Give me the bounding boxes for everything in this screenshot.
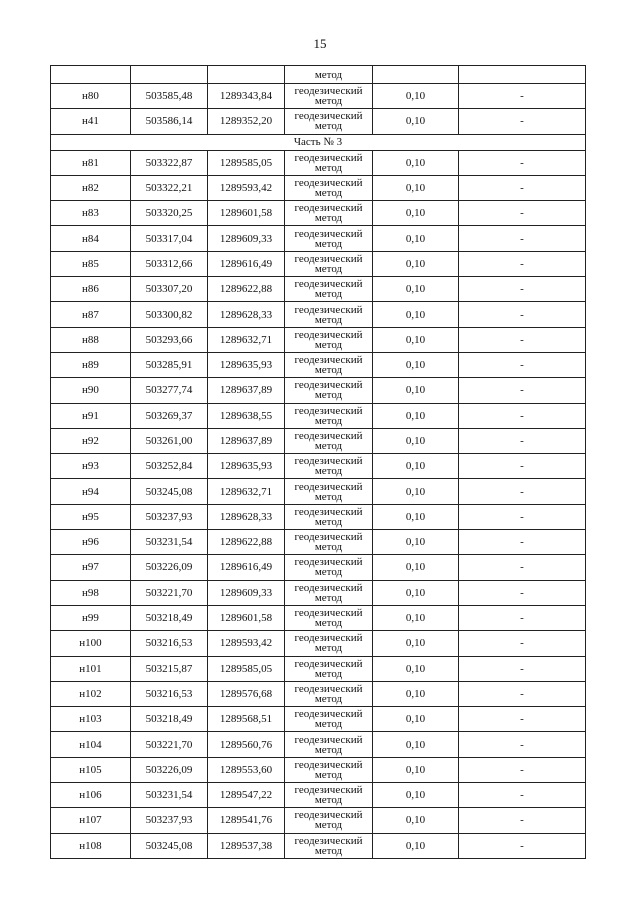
method-line-1: геодезический	[294, 809, 363, 822]
method-line-1: геодезический	[294, 784, 363, 797]
method-line-2: метод	[314, 187, 343, 200]
x-coordinate-cell: 503231,54	[131, 783, 208, 808]
note-cell: -	[459, 530, 586, 555]
method-line-1: геодезический	[294, 758, 363, 771]
method-line-2: метод	[314, 743, 343, 756]
method-line-1: геодезический	[294, 252, 363, 265]
y-coordinate-cell: 1289632,71	[208, 479, 285, 504]
method-line-1: геодезический	[294, 202, 363, 215]
method-cell	[285, 833, 373, 858]
method-cell	[285, 150, 373, 175]
coordinates-table	[50, 65, 586, 859]
table-row	[51, 479, 586, 504]
note-cell: -	[459, 454, 586, 479]
method-cell	[285, 808, 373, 833]
y-coordinate-cell: 1289352,20	[208, 109, 285, 134]
method-cell	[285, 251, 373, 276]
accuracy-cell: 0,10	[373, 757, 459, 782]
page-number: 15	[313, 36, 327, 51]
method-line-1: геодезический	[294, 110, 363, 123]
y-coordinate-cell: 1289343,84	[208, 84, 285, 109]
x-coordinate-cell: 503216,53	[131, 631, 208, 656]
accuracy-cell: 0,10	[373, 454, 459, 479]
note-cell: -	[459, 352, 586, 377]
method-line-1: геодезический	[294, 354, 363, 367]
x-coordinate-cell: 503277,74	[131, 378, 208, 403]
accuracy-cell: 0,10	[373, 681, 459, 706]
x-coordinate-cell: 503226,09	[131, 555, 208, 580]
point-id-cell: н88	[51, 327, 131, 352]
table-row	[51, 504, 586, 529]
table-row	[51, 530, 586, 555]
note-cell: -	[459, 833, 586, 858]
method-cell	[285, 707, 373, 732]
method-line-2: метод	[314, 642, 343, 655]
method-cell: метод	[285, 66, 373, 84]
note-cell: -	[459, 605, 586, 630]
method-cell	[285, 504, 373, 529]
accuracy-cell: 0,10	[373, 378, 459, 403]
x-coordinate-cell: 503293,66	[131, 327, 208, 352]
note-cell: -	[459, 707, 586, 732]
x-coordinate-cell: 503322,87	[131, 150, 208, 175]
x-coordinate-cell: 503215,87	[131, 656, 208, 681]
method-line-2: метод	[314, 819, 343, 832]
table-row	[51, 757, 586, 782]
method-line-2: метод	[314, 237, 343, 250]
method-line-2: метод	[314, 262, 343, 275]
x-coordinate-cell: 503312,66	[131, 251, 208, 276]
table-row	[51, 555, 586, 580]
continued-row	[51, 66, 586, 84]
y-coordinate-cell: 1289622,88	[208, 277, 285, 302]
table-row	[51, 251, 586, 276]
accuracy-cell: 0,10	[373, 352, 459, 377]
accuracy-cell: 0,10	[373, 302, 459, 327]
x-coordinate-cell: 503237,93	[131, 808, 208, 833]
method-line-2: метод	[314, 844, 343, 857]
method-cell	[285, 226, 373, 251]
y-coordinate-cell: 1289632,71	[208, 327, 285, 352]
method-line-2: метод	[314, 95, 343, 108]
x-coordinate-cell: 503237,93	[131, 504, 208, 529]
note-cell: -	[459, 428, 586, 453]
method-cell	[285, 175, 373, 200]
x-coordinate-cell: 503307,20	[131, 277, 208, 302]
y-coordinate-cell: 1289568,51	[208, 707, 285, 732]
method-line-2: метод	[314, 591, 343, 604]
table-row	[51, 656, 586, 681]
x-coordinate-cell: 503245,08	[131, 833, 208, 858]
method-line-2: метод	[314, 161, 343, 174]
method-line-2: метод	[314, 288, 343, 301]
method-cell	[285, 84, 373, 109]
method-cell	[285, 757, 373, 782]
accuracy-cell: 0,10	[373, 201, 459, 226]
method-line-1: геодезический	[294, 505, 363, 518]
method-line-2: метод	[314, 541, 343, 554]
note-cell: -	[459, 226, 586, 251]
method-line-2: метод	[314, 212, 343, 225]
x-coordinate-cell: 503585,48	[131, 84, 208, 109]
table-row	[51, 302, 586, 327]
table-row	[51, 378, 586, 403]
y-coordinate-cell: 1289637,89	[208, 378, 285, 403]
y-coordinate-cell: 1289537,38	[208, 833, 285, 858]
method-cell	[285, 109, 373, 134]
point-id-cell: н94	[51, 479, 131, 504]
method-cell	[285, 201, 373, 226]
point-id-cell: н93	[51, 454, 131, 479]
accuracy-cell: 0,10	[373, 631, 459, 656]
y-coordinate-cell: 1289547,22	[208, 783, 285, 808]
note-cell: -	[459, 479, 586, 504]
x-coordinate-cell: 503317,04	[131, 226, 208, 251]
y-coordinate-cell: 1289593,42	[208, 175, 285, 200]
point-id-cell: н87	[51, 302, 131, 327]
note-cell: -	[459, 555, 586, 580]
table-row	[51, 84, 586, 109]
point-id-cell: н107	[51, 808, 131, 833]
method-line-1: геодезический	[294, 657, 363, 670]
point-id-cell: н98	[51, 580, 131, 605]
table-row	[51, 175, 586, 200]
y-coordinate-cell: 1289601,58	[208, 201, 285, 226]
note-cell: -	[459, 631, 586, 656]
y-coordinate-cell: 1289628,33	[208, 302, 285, 327]
method-cell	[285, 302, 373, 327]
y-coordinate-cell: 1289638,55	[208, 403, 285, 428]
method-line-2: метод	[314, 313, 343, 326]
point-id-cell: н85	[51, 251, 131, 276]
table-row	[51, 352, 586, 377]
method-line-1: геодезический	[294, 607, 363, 620]
point-id-cell: н99	[51, 605, 131, 630]
accuracy-cell: 0,10	[373, 84, 459, 109]
point-id-cell: н100	[51, 631, 131, 656]
table-row	[51, 226, 586, 251]
method-cell	[285, 327, 373, 352]
accuracy-cell: 0,10	[373, 226, 459, 251]
y-coordinate-cell: 1289637,89	[208, 428, 285, 453]
accuracy-cell: 0,10	[373, 479, 459, 504]
table-row	[51, 428, 586, 453]
method-cell	[285, 555, 373, 580]
accuracy-cell: 0,10	[373, 707, 459, 732]
method-line-1: геодезический	[294, 404, 363, 417]
x-coordinate-cell: 503226,09	[131, 757, 208, 782]
method-line-1: геодезический	[294, 632, 363, 645]
method-line-1: геодезический	[294, 278, 363, 291]
y-coordinate-cell: 1289593,42	[208, 631, 285, 656]
method-line-1: геодезический	[294, 430, 363, 442]
table-row	[51, 201, 586, 226]
y-coordinate-cell: 1289609,33	[208, 580, 285, 605]
method-line-1: геодезический	[294, 177, 363, 190]
method-cell	[285, 783, 373, 808]
point-id-cell: н80	[51, 84, 131, 109]
y-coordinate-cell: 1289609,33	[208, 226, 285, 251]
method-cell	[285, 681, 373, 706]
note-cell: -	[459, 251, 586, 276]
accuracy-cell: 0,10	[373, 555, 459, 580]
accuracy-cell: 0,10	[373, 277, 459, 302]
accuracy-cell: 0,10	[373, 783, 459, 808]
method-line-2: метод	[314, 692, 343, 705]
table-row	[51, 580, 586, 605]
y-coordinate-cell: 1289585,05	[208, 656, 285, 681]
x-coordinate-cell: 503320,25	[131, 201, 208, 226]
method-line-1: геодезический	[294, 85, 363, 98]
y-coordinate-cell: 1289635,93	[208, 352, 285, 377]
accuracy-cell: 0,10	[373, 530, 459, 555]
point-id-cell: н41	[51, 109, 131, 134]
y-coordinate-cell: 1289576,68	[208, 681, 285, 706]
y-coordinate-cell: 1289616,49	[208, 251, 285, 276]
note-cell: -	[459, 84, 586, 109]
method-cell	[285, 277, 373, 302]
x-coordinate-cell: 503245,08	[131, 479, 208, 504]
method-cell	[285, 530, 373, 555]
y-coordinate-cell: 1289622,88	[208, 530, 285, 555]
table-row	[51, 732, 586, 757]
section-row	[51, 134, 586, 150]
accuracy-cell: 0,10	[373, 150, 459, 175]
method-cell	[285, 352, 373, 377]
method-line-1: геодезический	[294, 733, 363, 746]
method-cell	[285, 580, 373, 605]
table-row	[51, 605, 586, 630]
note-cell: -	[459, 327, 586, 352]
point-id-cell: н105	[51, 757, 131, 782]
table-row	[51, 454, 586, 479]
accuracy-cell: 0,10	[373, 808, 459, 833]
accuracy-cell: 0,10	[373, 428, 459, 453]
method-line-1: геодезический	[294, 531, 363, 544]
table-row	[51, 277, 586, 302]
x-coordinate-cell: 503231,54	[131, 530, 208, 555]
point-id-cell: н82	[51, 175, 131, 200]
method-cell	[285, 378, 373, 403]
method-line-1: геодезический	[294, 556, 363, 569]
point-id-cell: н108	[51, 833, 131, 858]
accuracy-cell: 0,10	[373, 656, 459, 681]
method-line-2: метод	[314, 338, 343, 351]
method-cell	[285, 454, 373, 479]
y-coordinate-cell: 1289601,58	[208, 605, 285, 630]
method-cell	[285, 479, 373, 504]
x-coordinate-cell: 503218,49	[131, 707, 208, 732]
point-id-cell: н102	[51, 681, 131, 706]
method-line-2: метод	[314, 440, 343, 452]
x-coordinate-cell: 503216,53	[131, 681, 208, 706]
method-cell	[285, 631, 373, 656]
note-cell: -	[459, 109, 586, 134]
method-line-2: метод	[314, 566, 343, 579]
method-line-2: метод	[314, 515, 343, 528]
y-coordinate-cell: 1289628,33	[208, 504, 285, 529]
table-row	[51, 109, 586, 134]
x-coordinate-cell: 503322,21	[131, 175, 208, 200]
note-cell: -	[459, 757, 586, 782]
method-line-2: метод	[314, 617, 343, 630]
method-line-1: геодезический	[294, 303, 363, 316]
accuracy-cell: 0,10	[373, 327, 459, 352]
note-cell: -	[459, 378, 586, 403]
x-coordinate-cell: 503586,14	[131, 109, 208, 134]
method-line-2: метод	[314, 794, 343, 807]
accuracy-cell: 0,10	[373, 833, 459, 858]
accuracy-cell: 0,10	[373, 403, 459, 428]
note-cell: -	[459, 277, 586, 302]
x-coordinate-cell: 503218,49	[131, 605, 208, 630]
method-line-1: геодезический	[294, 480, 363, 493]
method-line-2: метод	[314, 465, 343, 478]
table-row	[51, 403, 586, 428]
x-coordinate-cell: 503221,70	[131, 732, 208, 757]
note-cell: -	[459, 504, 586, 529]
note-cell: -	[459, 150, 586, 175]
accuracy-cell: 0,10	[373, 504, 459, 529]
point-id-cell: н95	[51, 504, 131, 529]
point-id-cell: н90	[51, 378, 131, 403]
x-coordinate-cell: 503269,37	[131, 403, 208, 428]
y-coordinate-cell: 1289616,49	[208, 555, 285, 580]
table-row	[51, 783, 586, 808]
method-line-2: метод	[314, 364, 343, 377]
point-id-cell: н91	[51, 403, 131, 428]
note-cell: -	[459, 175, 586, 200]
method-line-1: геодезический	[294, 151, 363, 164]
accuracy-cell: 0,10	[373, 251, 459, 276]
point-id-cell: н101	[51, 656, 131, 681]
point-id-cell: н103	[51, 707, 131, 732]
method-line-2: метод	[314, 120, 343, 133]
table-row	[51, 681, 586, 706]
table-row	[51, 150, 586, 175]
note-cell: -	[459, 201, 586, 226]
y-coordinate-cell: 1289635,93	[208, 454, 285, 479]
note-cell: -	[459, 681, 586, 706]
method-line-1: геодезический	[294, 834, 363, 847]
method-line-2: метод	[314, 718, 343, 731]
y-coordinate-cell: 1289585,05	[208, 150, 285, 175]
method-line-1: геодезический	[294, 227, 363, 240]
point-id-cell: н96	[51, 530, 131, 555]
point-id-cell: н86	[51, 277, 131, 302]
note-cell: -	[459, 580, 586, 605]
method-line-2: метод	[314, 667, 343, 680]
x-coordinate-cell: 503252,84	[131, 454, 208, 479]
point-id-cell: н89	[51, 352, 131, 377]
table-row	[51, 631, 586, 656]
method-line-2: метод	[314, 389, 343, 402]
y-coordinate-cell: 1289541,76	[208, 808, 285, 833]
table-row	[51, 327, 586, 352]
coordinates-table-body	[51, 66, 586, 859]
note-cell: -	[459, 783, 586, 808]
method-line-1: геодезический	[294, 328, 363, 341]
method-line-2: метод	[314, 768, 343, 781]
accuracy-cell: 0,10	[373, 175, 459, 200]
table-row	[51, 808, 586, 833]
method-line-1: геодезический	[294, 455, 363, 468]
x-coordinate-cell: 503261,00	[131, 428, 208, 453]
accuracy-cell: 0,10	[373, 580, 459, 605]
method-cell	[285, 732, 373, 757]
method-cell	[285, 605, 373, 630]
point-id-cell: н84	[51, 226, 131, 251]
point-id-cell: н106	[51, 783, 131, 808]
method-line-1: геодезический	[294, 682, 363, 695]
method-cell	[285, 403, 373, 428]
accuracy-cell: 0,10	[373, 109, 459, 134]
table-row	[51, 833, 586, 858]
x-coordinate-cell: 503285,91	[131, 352, 208, 377]
note-cell: -	[459, 302, 586, 327]
note-cell: -	[459, 403, 586, 428]
x-coordinate-cell: 503221,70	[131, 580, 208, 605]
point-id-cell: н104	[51, 732, 131, 757]
method-line-2: метод	[314, 490, 343, 503]
method-cell	[285, 428, 373, 453]
accuracy-cell: 0,10	[373, 732, 459, 757]
x-coordinate-cell: 503300,82	[131, 302, 208, 327]
point-id-cell: н81	[51, 150, 131, 175]
table-row	[51, 707, 586, 732]
y-coordinate-cell: 1289560,76	[208, 732, 285, 757]
method-cell	[285, 656, 373, 681]
point-id-cell: н83	[51, 201, 131, 226]
method-line-1: геодезический	[294, 379, 363, 392]
point-id-cell: н97	[51, 555, 131, 580]
section-label: Часть № 3	[51, 134, 586, 150]
method-line-2: метод	[314, 414, 343, 427]
method-line-1: геодезический	[294, 708, 363, 721]
point-id-cell: н92	[51, 428, 131, 453]
note-cell: -	[459, 808, 586, 833]
y-coordinate-cell: 1289553,60	[208, 757, 285, 782]
note-cell: -	[459, 656, 586, 681]
note-cell: -	[459, 732, 586, 757]
accuracy-cell: 0,10	[373, 605, 459, 630]
method-line-1: геодезический	[294, 581, 363, 594]
